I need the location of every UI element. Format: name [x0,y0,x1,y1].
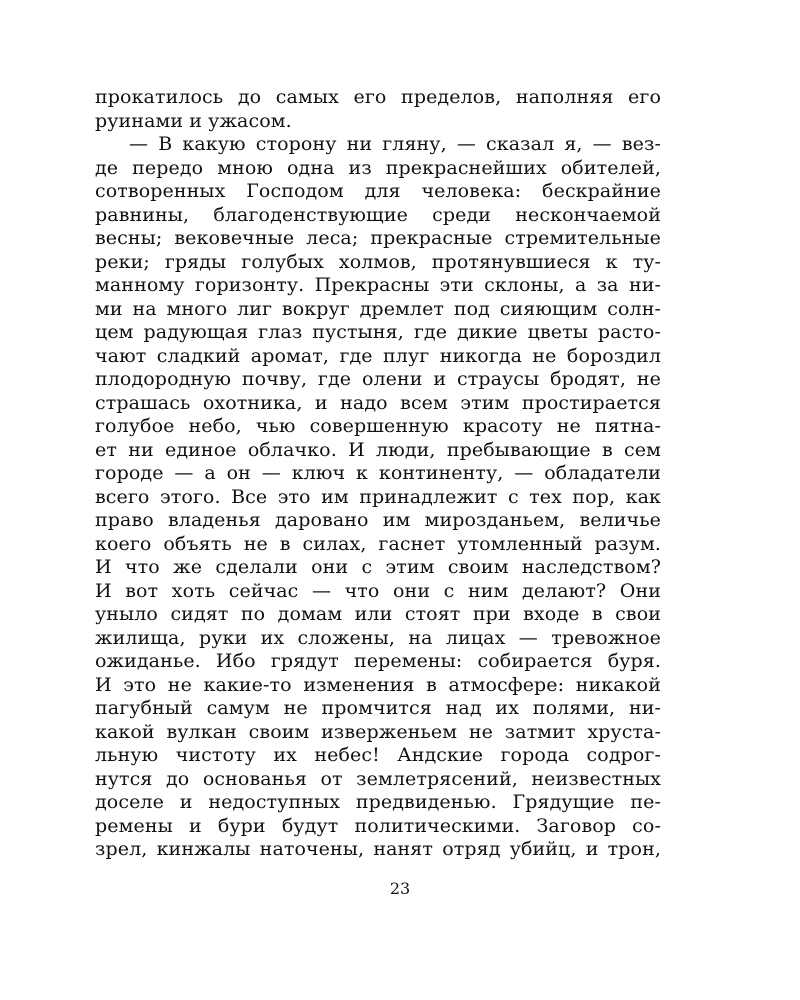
text-line: И это не какие-то изменения в атмосфере: никакой [95,673,661,696]
text-line: руинами и ужасом. [95,109,292,132]
text-line: сотворенных Господом для человека: бескрайние [95,180,661,202]
text-line: право владенья даровано им мирозданьем, величье [95,509,661,531]
text-line: — В какую сторону ни гляну, — сказал я, — вез- [129,133,661,155]
text-line: манному горизонту. Прекрасны эти склоны, а за ни- [95,274,661,296]
text-line: плодородную почву, где олени и страусы бродят, не [95,368,661,390]
text-line: реки; гряды голубых холмов, протянувшиеся к ту- [95,250,661,273]
text-line: чают сладкий аромат, где плуг никогда не бороздил [95,344,661,367]
text-line: де передо мною одна из прекраснейших обителей, [95,156,661,179]
text-line: голубое небо, чью совершенную красоту не пятна- [95,415,661,437]
text-line: нутся до основанья от землетрясений, неизвестных [95,767,661,790]
text-line: страшась охотника, и надо всем этим простирается [95,391,661,414]
text-line: коего объять не в силах, гаснет утомленный разум. [95,532,661,555]
text-line: уныло сидят по домам или стоят при входе в свои [95,603,661,625]
text-line: цем радующая глаз пустыня, где дикие цветы расто- [95,321,661,343]
text-line: ремены и бури будут политическими. Заговор со- [95,814,661,837]
text-line: зрел, кинжалы наточены, нанят отряд убийц, и трон, [95,838,661,860]
text-line: ожиданье. Ибо грядут перемены: собирается буря. [95,650,661,672]
text-line: всего этого. Все это им принадлежит с тех пор, как [95,485,661,508]
text-line: прокатилось до самых его пределов, наполняя его [95,86,661,108]
text-line: ет ни единое облачко. И люди, пребывающие в сем [95,438,661,461]
text-line: пагубный самум не промчится над их полями, ни- [95,697,661,719]
page-number: 23 [389,879,411,898]
text-line: городе — а он — ключ к континенту, — обладатели [95,462,661,484]
text-line: льную чистоту их небес! Андские города содрог- [95,744,661,766]
text-line: весны; вековечные леса; прекрасные стремительные [95,227,661,249]
text-line: И что же сделали они с этим своим наследством? [95,556,661,578]
text-line: доселе и недоступных предвиденью. Грядущие пе- [95,791,661,813]
text-line: жилища, руки их сложены, на лицах — тревожное [95,626,661,649]
text-line: равнины, благоденствующие среди нескончаемой [95,203,661,226]
body-text [95,86,661,862]
text-line: какой вулкан своим изверженьем не затмит хруста- [95,720,661,743]
text-line: ми на много лиг вокруг дремлет под сияющим солн- [95,297,661,320]
text-line: И вот хоть сейчас — что они с ним делают? Они [95,579,661,602]
